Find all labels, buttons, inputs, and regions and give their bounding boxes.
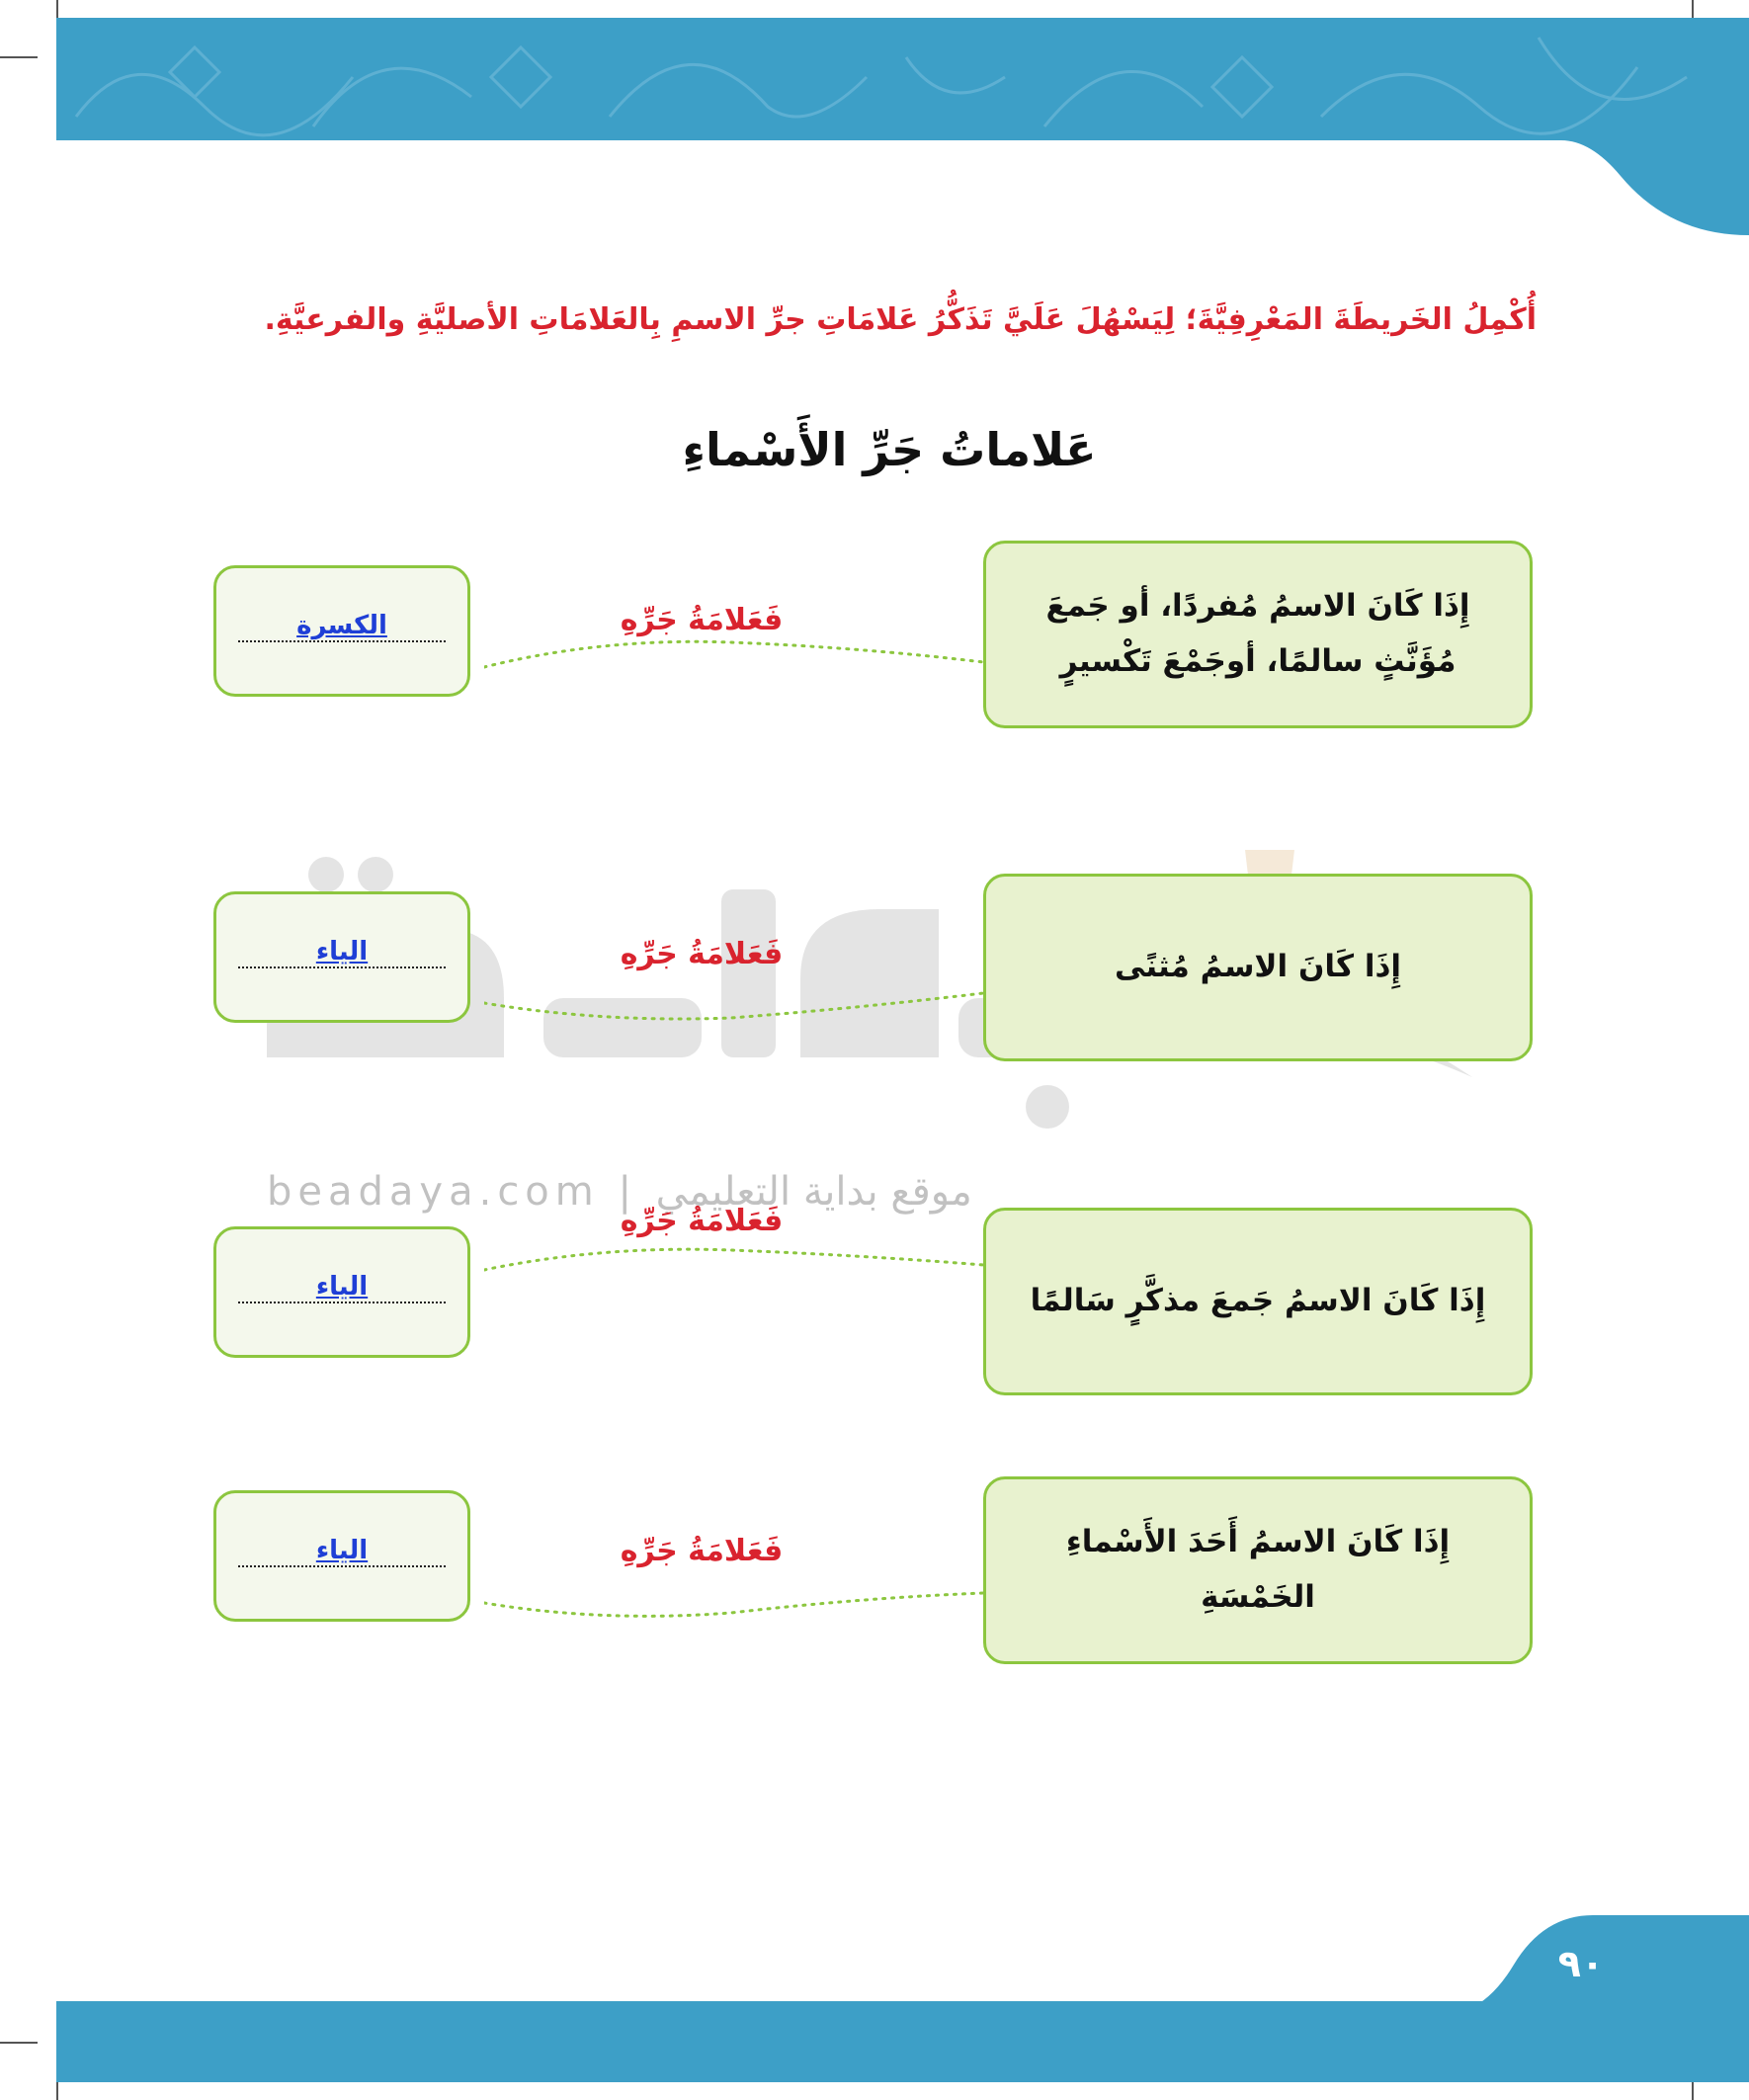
answer-box[interactable] <box>213 565 470 697</box>
mark-label: فَعَلامَةُ جَرِّهِ <box>620 937 784 971</box>
condition-box <box>983 541 1533 728</box>
condition-text: إِذَا كَانَ الاسمُ مُفردًا، أو جَمعَ مُؤَنَّثٍ سالمًا، أوجَمْعَ تَكْسيرٍ <box>1045 588 1470 679</box>
connector-line <box>484 978 983 1038</box>
mark-label: فَعَلامَةُ جَرِّهِ <box>620 603 784 637</box>
connector-line <box>484 1573 983 1633</box>
crop-mark <box>0 2042 38 2044</box>
connector-line <box>484 1240 983 1300</box>
calligraphy-pattern <box>56 18 1749 140</box>
header-band-curve <box>1561 136 1749 235</box>
watermark-url: beadaya.com | موقع بداية التعليمي <box>267 1169 972 1215</box>
connector-line <box>484 632 983 692</box>
answer-text: الياء <box>315 937 369 966</box>
condition-text: إِذَا كَانَ الاسمُ أَحَدَ الأَسْماءِ الخَمْسَةِ <box>1065 1524 1451 1615</box>
mark-label: فَعَلامَةُ جَرِّهِ <box>620 1534 784 1568</box>
answer-box[interactable] <box>213 1226 470 1358</box>
map-title: عَلاماتُ جَرِّ الأَسْماءِ <box>682 423 1097 476</box>
condition-box <box>983 1208 1533 1395</box>
answer-text: الكسرة <box>296 611 387 640</box>
answer-line <box>238 966 446 968</box>
page-number: ٩٠ <box>1557 1942 1605 1985</box>
answer-line <box>238 1565 446 1567</box>
condition-box <box>983 1476 1533 1664</box>
crop-mark <box>0 56 38 58</box>
condition-box <box>983 874 1533 1061</box>
instruction-text: أُكْمِلُ الخَريطَةَ المَعْرِفِيَّةَ؛ لِيَسْهُلَ عَلَيَّ تَذَكُّرُ عَلامَاتِ جرِّ الاسمِ بِالعَلامَاتِ الأصليَّةِ والفرعيَّةِ. <box>264 302 1537 337</box>
answer-line <box>238 1302 446 1303</box>
answer-line <box>238 640 446 642</box>
answer-box[interactable] <box>213 1490 470 1622</box>
answer-text: الياء <box>315 1536 369 1565</box>
answer-box[interactable] <box>213 891 470 1023</box>
condition-text: إِذَا كَانَ الاسمُ مُثنًى <box>1114 949 1402 985</box>
answer-text: الياء <box>315 1272 369 1302</box>
footer-band <box>56 2001 1749 2082</box>
mark-label: فَعَلامَةُ جَرِّهِ <box>620 1204 784 1238</box>
header-band <box>56 18 1749 140</box>
condition-text: إِذَا كَانَ الاسمُ جَمعَ مذكَّرٍ سَالمًا <box>1030 1283 1486 1319</box>
